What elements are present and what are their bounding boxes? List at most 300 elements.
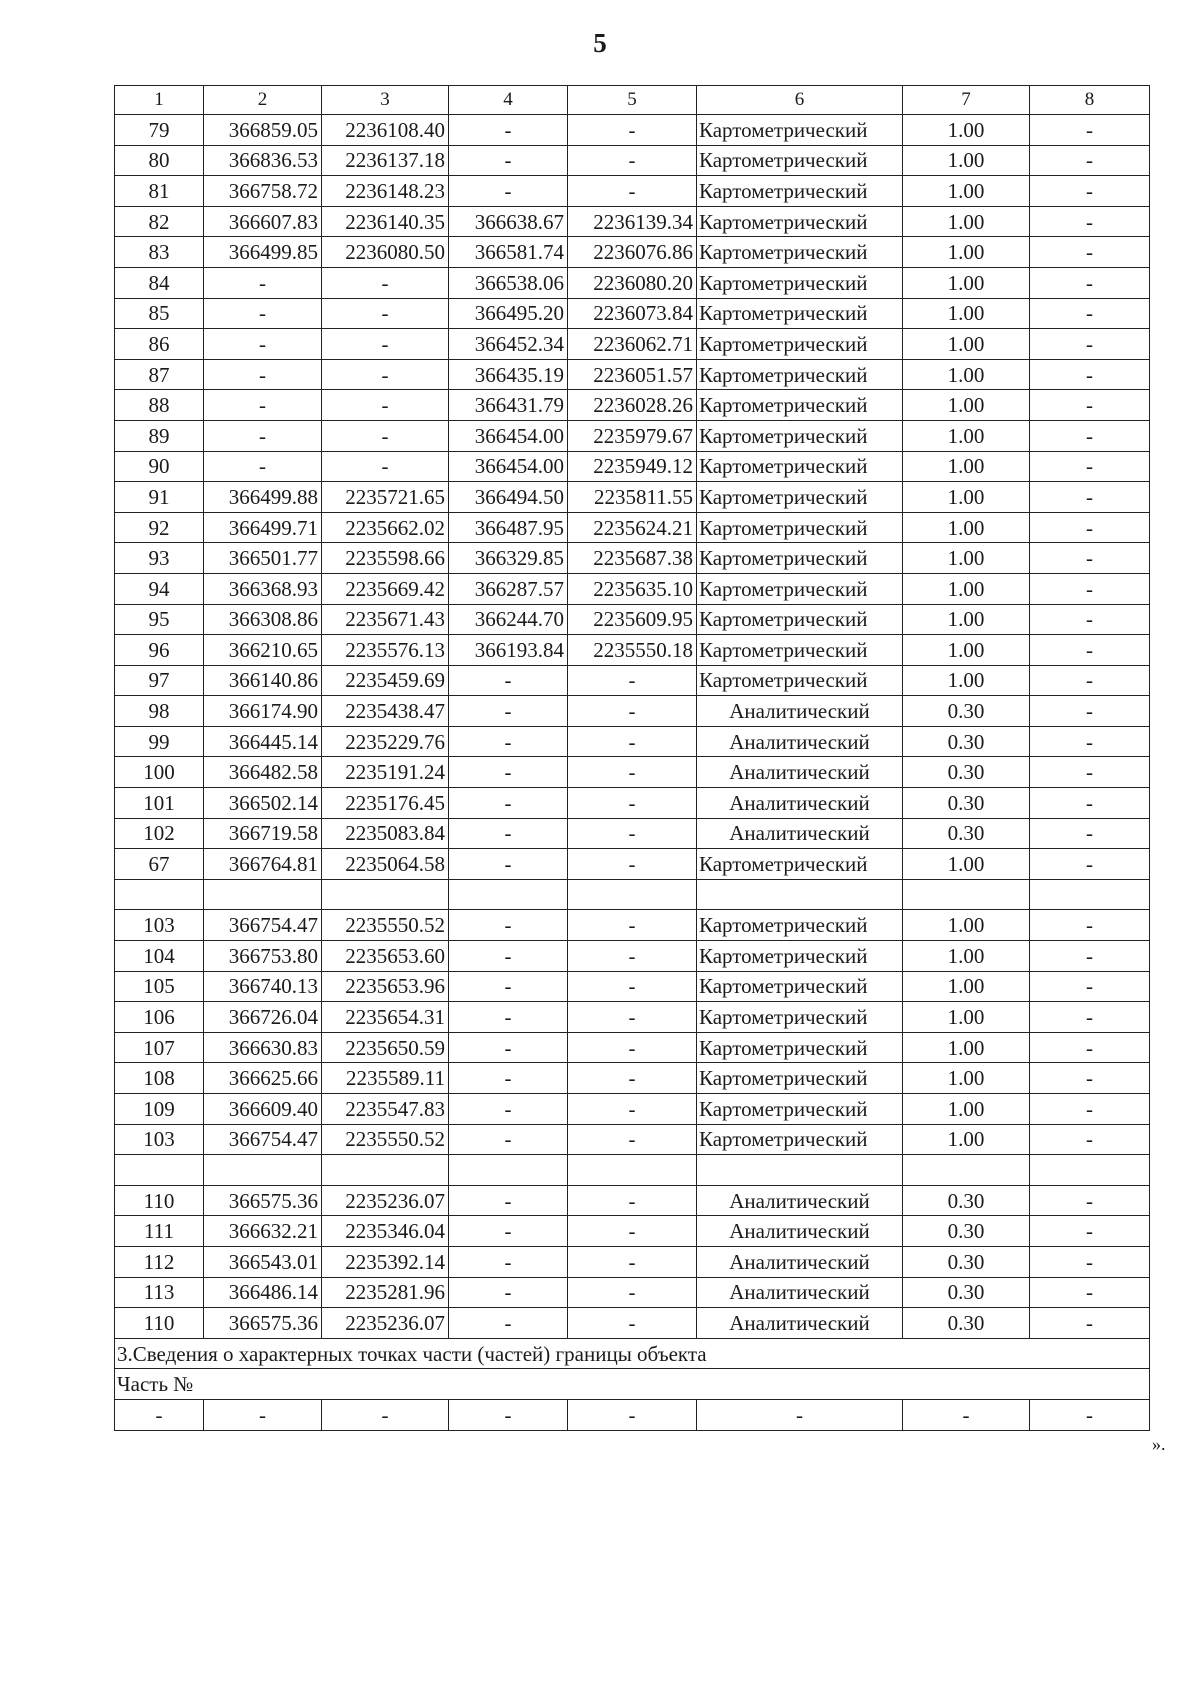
table-cell: 2235687.38 [568,543,697,574]
table-cell: 2235653.60 [322,941,449,972]
table-cell: 104 [115,941,204,972]
table-cell: - [449,1246,568,1277]
table-cell: - [568,176,697,207]
table-cell: - [449,941,568,972]
table-cell: - [1030,512,1150,543]
table-cell: 1.00 [903,298,1030,329]
table-cell: 1.00 [903,543,1030,574]
table-cell: 366753.80 [204,941,322,972]
table-cell: 112 [115,1246,204,1277]
table-cell [449,879,568,910]
table-cell: 1.00 [903,849,1030,880]
table-cell: 0.30 [903,1246,1030,1277]
table-cell: Картометрический [697,176,903,207]
table-cell: - [1030,1094,1150,1125]
table-row [115,420,1150,451]
table-cell: 2235392.14 [322,1246,449,1277]
closing-quote: ». [1152,1434,1166,1454]
table-cell: - [322,390,449,421]
table-cell [697,1155,903,1186]
table-cell: Картометрический [697,267,903,298]
table-cell: - [449,849,568,880]
table-cell: - [568,665,697,696]
table-row [115,237,1150,268]
table-cell: - [1030,1308,1150,1339]
table-cell: Картометрический [697,1124,903,1155]
table-cell: 109 [115,1094,204,1125]
table-cell: 6 [697,86,903,115]
table-cell: - [449,115,568,146]
table-cell: 83 [115,237,204,268]
table-cell: 2236062.71 [568,329,697,360]
table-cell: Аналитический [697,1216,903,1247]
table-cell: 1.00 [903,941,1030,972]
table-cell: - [449,1124,568,1155]
table-cell: 2235671.43 [322,604,449,635]
table-cell: 1.00 [903,115,1030,146]
table-cell: - [1030,573,1150,604]
table-row-last [115,1399,1150,1430]
table-row [115,757,1150,788]
table-row [115,635,1150,666]
table-cell: 113 [115,1277,204,1308]
table-cell: 0.30 [903,1277,1030,1308]
table-row [115,1124,1150,1155]
table-cell: 366609.40 [204,1094,322,1125]
table-cell: - [568,1399,697,1430]
table-cell: Картометрический [697,298,903,329]
table-cell: - [449,726,568,757]
table-cell: 2236140.35 [322,206,449,237]
table-cell: 2236137.18 [322,145,449,176]
table-cell: - [449,1216,568,1247]
table-cell: Аналитический [697,818,903,849]
table-cell: 5 [568,86,697,115]
table-cell: - [568,1002,697,1033]
table-cell: 7 [903,86,1030,115]
table-cell: 80 [115,145,204,176]
table-cell: - [568,757,697,788]
table-row [115,941,1150,972]
table-cell: - [1030,788,1150,819]
table-cell: 0.30 [903,757,1030,788]
table-cell: - [568,726,697,757]
table-cell: - [1030,1277,1150,1308]
table-cell: 2235811.55 [568,482,697,513]
table-cell: - [1030,267,1150,298]
table-cell: Картометрический [697,604,903,635]
table-cell: 92 [115,512,204,543]
table-cell: Картометрический [697,145,903,176]
table-cell: - [1030,604,1150,635]
table-cell: - [449,1277,568,1308]
table-cell: 1.00 [903,1094,1030,1125]
table-cell: - [1030,1124,1150,1155]
table-cell: 366435.19 [449,359,568,390]
table-cell: 1.00 [903,206,1030,237]
table-cell: - [1030,298,1150,329]
table-cell: 1.00 [903,176,1030,207]
table-cell: 2235438.47 [322,696,449,727]
table-cell: - [322,1399,449,1430]
table-cell [1030,1155,1150,1186]
table-row [115,267,1150,298]
table-cell: - [1030,176,1150,207]
table-cell: 96 [115,635,204,666]
table-cell: 366501.77 [204,543,322,574]
table-cell: 98 [115,696,204,727]
table-cell: - [1030,941,1150,972]
table-cell: 67 [115,849,204,880]
table-cell: - [204,451,322,482]
table-cell: 366630.83 [204,1032,322,1063]
table-cell: 0.30 [903,696,1030,727]
table-cell: 100 [115,757,204,788]
table-row [115,910,1150,941]
table-cell: 366193.84 [449,635,568,666]
table-cell: 366625.66 [204,1063,322,1094]
table-cell: - [204,390,322,421]
table-cell: - [204,267,322,298]
table-cell: 366719.58 [204,818,322,849]
table-cell: - [1030,849,1150,880]
table-cell: 2236073.84 [568,298,697,329]
table-cell: 366482.58 [204,757,322,788]
table-cell: - [568,1308,697,1339]
table-row [115,1246,1150,1277]
table-cell: - [1030,971,1150,1002]
table-cell: - [204,359,322,390]
table-cell: 1.00 [903,390,1030,421]
table-cell: 366726.04 [204,1002,322,1033]
table-cell: 1.00 [903,482,1030,513]
table-row [115,1277,1150,1308]
table-cell: 366575.36 [204,1308,322,1339]
table-cell: - [449,788,568,819]
table-cell: - [1030,1032,1150,1063]
table-cell [903,1155,1030,1186]
table-cell: 97 [115,665,204,696]
table-cell: 1.00 [903,635,1030,666]
table-cell: 1.00 [903,1124,1030,1155]
table-cell: - [204,1399,322,1430]
table-cell: - [1030,910,1150,941]
table-cell: 90 [115,451,204,482]
table-row [115,206,1150,237]
table-cell: 366174.90 [204,696,322,727]
table-cell: - [1030,420,1150,451]
table-cell: 2235229.76 [322,726,449,757]
table-cell [322,879,449,910]
table-row [115,390,1150,421]
table-cell: 366452.34 [449,329,568,360]
table-cell: - [568,1277,697,1308]
table-cell: - [1030,329,1150,360]
table-cell: 2236080.20 [568,267,697,298]
table-cell: - [903,1399,1030,1430]
table-cell: Аналитический [697,1308,903,1339]
table-cell: - [449,1308,568,1339]
table-row [115,482,1150,513]
table-cell: 1.00 [903,420,1030,451]
table-cell: 105 [115,971,204,1002]
table-cell: 2235589.11 [322,1063,449,1094]
table-cell: - [1030,237,1150,268]
table-cell: 2235721.65 [322,482,449,513]
table-cell: 2235654.31 [322,1002,449,1033]
table-cell: - [568,1032,697,1063]
table-cell: Аналитический [697,1277,903,1308]
table-cell: - [449,910,568,941]
table-cell: 2235662.02 [322,512,449,543]
table-cell: 2235598.66 [322,543,449,574]
table-cell: 2235236.07 [322,1308,449,1339]
table-cell: Картометрический [697,573,903,604]
table-row [115,1216,1150,1247]
table-header-row [115,86,1150,115]
table-cell: - [1030,543,1150,574]
table-cell: 1.00 [903,359,1030,390]
table-cell: 81 [115,176,204,207]
table-cell: - [568,1063,697,1094]
table-row [115,115,1150,146]
table-cell: 1.00 [903,451,1030,482]
table-cell: 366859.05 [204,115,322,146]
table-cell: 0.30 [903,1216,1030,1247]
table-cell: 1.00 [903,237,1030,268]
section-title: 3.Сведения о характерных точках части (частей) границы объекта [115,1338,1150,1369]
table-cell [568,1155,697,1186]
table-cell: 2235083.84 [322,818,449,849]
table-cell: Картометрический [697,451,903,482]
table-cell: 366445.14 [204,726,322,757]
table-cell: - [1030,1216,1150,1247]
table-cell: Картометрический [697,115,903,146]
table-row [115,849,1150,880]
table-cell: 108 [115,1063,204,1094]
coordinates-table [114,85,1150,1431]
table-cell: 82 [115,206,204,237]
table-cell: Картометрический [697,941,903,972]
table-cell: 2235191.24 [322,757,449,788]
table-cell: Картометрический [697,206,903,237]
table-cell: - [1030,451,1150,482]
table-cell: - [568,696,697,727]
table-cell: Картометрический [697,390,903,421]
table-cell: 1.00 [903,910,1030,941]
table-cell: 366140.86 [204,665,322,696]
table-cell: - [568,971,697,1002]
table-cell: - [204,329,322,360]
table-cell: Аналитический [697,696,903,727]
table-cell: 88 [115,390,204,421]
table-cell: 2235635.10 [568,573,697,604]
table-cell [115,1155,204,1186]
table-cell: 366499.71 [204,512,322,543]
table-cell: Картометрический [697,1063,903,1094]
table-cell: 1.00 [903,1063,1030,1094]
table-cell: - [322,298,449,329]
table-cell: - [1030,665,1150,696]
table-cell: 366495.20 [449,298,568,329]
table-cell: 110 [115,1185,204,1216]
table-row [115,1063,1150,1094]
table-row [115,1094,1150,1125]
table-cell: 3 [322,86,449,115]
table-cell: - [568,1094,697,1125]
table-cell: Картометрический [697,482,903,513]
table-cell: - [449,1399,568,1430]
table-cell [697,879,903,910]
table-row [115,1185,1150,1216]
table-cell: Картометрический [697,420,903,451]
table-cell: 366499.85 [204,237,322,268]
table-cell: 366244.70 [449,604,568,635]
table-cell: - [449,1002,568,1033]
table-cell: - [449,971,568,1002]
table-cell: - [1030,696,1150,727]
table-cell: 366499.88 [204,482,322,513]
table-cell: 1.00 [903,971,1030,1002]
table-cell: 2235547.83 [322,1094,449,1125]
table-cell: - [568,1246,697,1277]
table-cell: - [568,1124,697,1155]
table-cell: 366308.86 [204,604,322,635]
table-cell [322,1155,449,1186]
table-cell: 89 [115,420,204,451]
table-cell: - [322,267,449,298]
table-cell: 2 [204,86,322,115]
table-cell: - [568,849,697,880]
table-cell: - [449,145,568,176]
table-cell: 0.30 [903,788,1030,819]
table-row [115,696,1150,727]
table-cell: 2235236.07 [322,1185,449,1216]
table-cell: 1.00 [903,329,1030,360]
table-cell: - [568,788,697,819]
table-cell: - [1030,1246,1150,1277]
table-cell: 366581.74 [449,237,568,268]
table-cell: 85 [115,298,204,329]
table-cell: - [322,359,449,390]
table-cell: 366502.14 [204,788,322,819]
table-row [115,329,1150,360]
table-cell: Картометрический [697,635,903,666]
table-row [115,176,1150,207]
table-cell: 366607.83 [204,206,322,237]
table-cell [1030,879,1150,910]
table-cell: 107 [115,1032,204,1063]
table-cell: 2236148.23 [322,176,449,207]
table-cell: - [322,329,449,360]
table-cell: - [449,696,568,727]
table-cell: 1.00 [903,665,1030,696]
table-cell: Картометрический [697,910,903,941]
table-cell: Картометрический [697,849,903,880]
table-cell: 1.00 [903,512,1030,543]
table-row [115,818,1150,849]
section-title-row [115,1338,1150,1369]
table-cell: Картометрический [697,1032,903,1063]
table-cell: 2235576.13 [322,635,449,666]
table-cell: 106 [115,1002,204,1033]
table-cell [204,879,322,910]
table-cell: 79 [115,115,204,146]
table-row [115,451,1150,482]
table-cell: Картометрический [697,329,903,360]
table-cell: - [568,1216,697,1247]
table-cell [449,1155,568,1186]
table-cell: 366431.79 [449,390,568,421]
table-cell: 4 [449,86,568,115]
table-cell: 2236028.26 [568,390,697,421]
table-cell: 2235281.96 [322,1277,449,1308]
table-cell: Аналитический [697,1246,903,1277]
table-cell: - [449,818,568,849]
table-cell: 1.00 [903,267,1030,298]
table-cell: - [1030,1002,1150,1033]
table-cell: - [1030,635,1150,666]
table-cell: - [1030,757,1150,788]
table-cell: - [204,420,322,451]
table-cell [568,879,697,910]
table-row [115,665,1150,696]
table-cell: - [115,1399,204,1430]
table-cell: 2235550.52 [322,910,449,941]
table-cell: 366754.47 [204,910,322,941]
table-row [115,1308,1150,1339]
part-label-row [115,1369,1150,1400]
table-cell: 2235346.04 [322,1216,449,1247]
table-cell: 0.30 [903,726,1030,757]
table-cell: 366287.57 [449,573,568,604]
part-label: Часть № [115,1369,1150,1400]
table-cell [204,1155,322,1186]
table-cell: 91 [115,482,204,513]
table-cell: 366836.53 [204,145,322,176]
table-cell: 366740.13 [204,971,322,1002]
table-cell: Картометрический [697,237,903,268]
table-cell: Картометрический [697,665,903,696]
table-cell: - [1030,390,1150,421]
table-cell: 366543.01 [204,1246,322,1277]
table-cell: 103 [115,910,204,941]
table-cell: 84 [115,267,204,298]
table-cell: Картометрический [697,1094,903,1125]
table-cell: - [568,941,697,972]
table-cell: 2235176.45 [322,788,449,819]
table-cell: - [449,757,568,788]
table-row [115,573,1150,604]
table-cell: 94 [115,573,204,604]
table-cell: 0.30 [903,1308,1030,1339]
table-cell: 2235064.58 [322,849,449,880]
table-cell: 1.00 [903,1002,1030,1033]
table-cell: 2235949.12 [568,451,697,482]
table-cell: 103 [115,1124,204,1155]
table-cell: - [1030,482,1150,513]
table-cell: 87 [115,359,204,390]
table-cell [903,879,1030,910]
table-cell: - [1030,1063,1150,1094]
table-cell: 2236108.40 [322,115,449,146]
table-cell: - [449,1063,568,1094]
table-cell: - [1030,206,1150,237]
table-cell: 1.00 [903,1032,1030,1063]
table-cell: 366454.00 [449,451,568,482]
table-cell: 2236080.50 [322,237,449,268]
table-cell: Картометрический [697,512,903,543]
